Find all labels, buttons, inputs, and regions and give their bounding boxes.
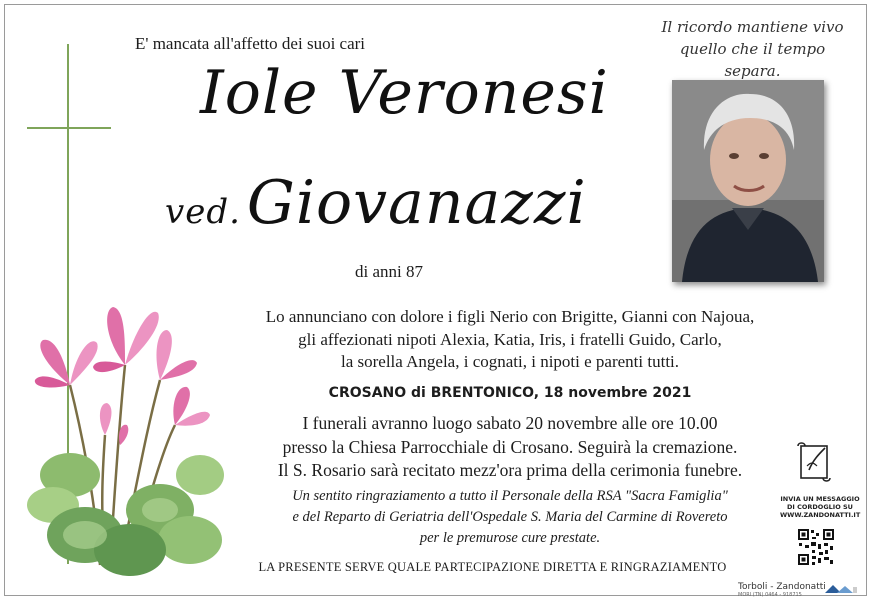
age-text: di anni 87	[355, 262, 423, 281]
memorial-quote	[655, 16, 850, 82]
married-name	[165, 168, 587, 238]
thanks-line: per le premurose cure prestate.	[419, 530, 601, 546]
funeral-line: I funerali avranno luogo sabato 20 novembre alle ore 10.00	[302, 413, 718, 433]
quote-line-2: quello che il tempo separa.	[679, 40, 826, 80]
funeral-home-name: Torboli - Zandonatti	[738, 582, 826, 592]
announcement-block	[215, 306, 805, 374]
scroll-quill-icon[interactable]	[795, 440, 835, 484]
thanks-block	[215, 486, 805, 549]
deceased-name: Iole Veronesi	[200, 58, 609, 128]
condolence-line-1: INVIA UN MESSAGGIO	[780, 495, 860, 503]
funeral-line: Il S. Rosario sarà recitato mezz'ora prima della cerimonia funebre.	[277, 460, 743, 480]
place-date: CROSANO di BRENTONICO, 18 novembre 2021	[328, 385, 692, 401]
condolence-url[interactable]: WWW.ZANDONATTI.IT	[780, 511, 861, 519]
announcement-line: gli affezionati nipoti Alexia, Katia, Iris, i fratelli Guido, Carlo,	[298, 329, 722, 349]
thanks-line: e del Reparto di Geriatria dell'Ospedale S. Maria del Carmine di Rovereto	[292, 509, 728, 525]
condolence-link[interactable]	[780, 495, 860, 519]
cyclamen-flowers-image	[25, 295, 225, 585]
funeral-details	[215, 412, 805, 483]
portrait-photo	[672, 80, 824, 282]
cross-icon-horizontal	[27, 127, 111, 129]
quote-line-1: Il ricordo mantiene vivo	[661, 18, 844, 36]
announcement-line: la sorella Angela, i cognati, i nipoti e parenti tutti.	[340, 352, 680, 371]
brand-logo-icon	[823, 583, 859, 595]
funeral-home-contact: MORI (TN) 0464 - 918715	[738, 592, 802, 598]
married-surname: Giovanazzi	[246, 168, 587, 238]
condolence-line-2: DI CORDOGLIO SU	[787, 503, 853, 511]
thanks-line: Un sentito ringraziamento a tutto il Personale della RSA "Sacra Famiglia"	[292, 488, 728, 504]
widow-prefix: ved.	[165, 192, 241, 232]
announcement-line: Lo annunciano con dolore i figli Nerio con Brigitte, Gianni con Najoua,	[265, 307, 755, 326]
qr-code-icon[interactable]	[797, 528, 835, 566]
footer-notice: LA PRESENTE SERVE QUALE PARTECIPAZIONE DIRETTA E RINGRAZIAMENTO	[258, 560, 727, 574]
funeral-line: presso la Chiesa Parrocchiale di Crosano. Seguirà la cremazione.	[282, 436, 738, 457]
intro-text: E' mancata all'affetto dei suoi cari	[135, 34, 366, 53]
